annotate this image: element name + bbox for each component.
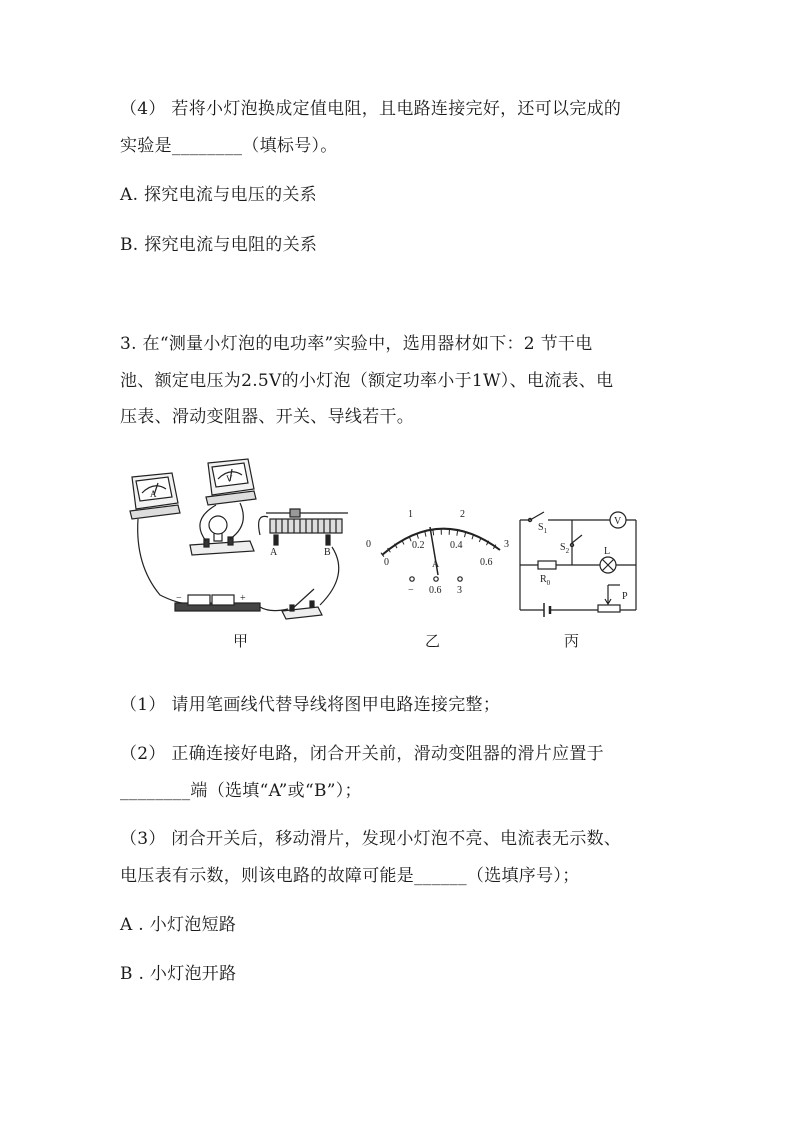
lower-tick-06: 0.6 [480, 557, 493, 568]
battery-minus: − [176, 593, 182, 604]
lower-tick-0: 0 [384, 557, 389, 568]
dial-unit: A [432, 559, 440, 570]
upper-tick-3: 3 [504, 539, 509, 550]
q3-stem-line2: 池、额定电压为2.5V的小灯泡（额定功率小于1W）、电流表、电 [120, 371, 614, 391]
q2-part4-line2: 实验是________（填标号）。 [120, 136, 338, 156]
s1-label: $S_1$ [538, 522, 548, 535]
q2-part4-line1: （4） 若将小灯泡换成定值电阻，且电路连接完好，还可以完成的 [120, 99, 622, 119]
rheostat-terminal-a: A [270, 547, 278, 558]
q3-option-a: A . 小灯泡短路 [120, 915, 237, 935]
switch-icon [282, 589, 322, 619]
upper-tick-0: 0 [366, 539, 371, 550]
q3-option-b: B . 小灯泡开路 [120, 964, 237, 984]
voltmeter-label: V [226, 474, 233, 484]
battery-plus: + [240, 593, 246, 604]
lightbulb-icon [190, 516, 254, 555]
q3-stem-line3: 压表、滑动变阻器、开关、导线若干。 [120, 407, 415, 427]
lamp-l: L [604, 546, 611, 557]
rheostat-symbol [598, 605, 620, 612]
q3-part3-line2: 电压表有示数，则该电路的故障可能是______（选填序号）； [120, 866, 580, 886]
lower-tick-02: 0.2 [412, 540, 425, 551]
circuit-figure [120, 455, 660, 655]
upper-tick-1: 1 [408, 509, 413, 520]
q3-part2-line2: ________端（选填“A”或“B”）； [120, 781, 362, 801]
bing-labels [538, 516, 628, 602]
voltmeter-v: V [614, 516, 622, 527]
terminal-minus-icon [410, 577, 414, 581]
resistor-r0 [538, 561, 556, 569]
dial-labels [366, 509, 509, 596]
terminal-3-icon [458, 577, 462, 581]
q3-part2-line1: （2） 正确连接好电路，闭合开关前，滑动变阻器的滑片应置于 [120, 744, 604, 764]
rheostat-terminal-b: B [324, 547, 331, 558]
battery-icon [175, 595, 260, 611]
q3-part3-line1: （3） 闭合开关后，移动滑片，发现小灯泡不亮、电流表无示数、 [120, 829, 622, 849]
figure-yi [382, 527, 500, 581]
terminal-3: 3 [457, 585, 462, 596]
s2-label: $S_2$ [560, 542, 570, 555]
r0-label: $R_0$ [540, 574, 551, 587]
slider-p: P [622, 591, 628, 602]
q3-stem-line1: 3. 在“测量小灯泡的电功率”实验中，选用器材如下：2 节干电 [120, 334, 593, 354]
rheostat-icon [266, 509, 348, 545]
ammeter-label: A [150, 489, 157, 499]
upper-tick-2: 2 [460, 509, 465, 520]
terminal-minus: − [408, 585, 414, 596]
q2-option-b: B. 探究电流与电阻的关系 [120, 235, 318, 255]
caption-bing: 丙 [564, 632, 580, 650]
caption-jia: 甲 [233, 632, 249, 650]
q2-option-a: A. 探究电流与电压的关系 [120, 185, 317, 205]
q3-part1: （1） 请用笔画线代替导线将图甲电路连接完整； [120, 695, 501, 715]
figure-jia [130, 459, 348, 619]
lower-tick-04: 0.4 [450, 540, 463, 551]
terminal-06-icon [434, 577, 438, 581]
terminal-06: 0.6 [429, 585, 442, 596]
caption-yi: 乙 [425, 632, 441, 650]
